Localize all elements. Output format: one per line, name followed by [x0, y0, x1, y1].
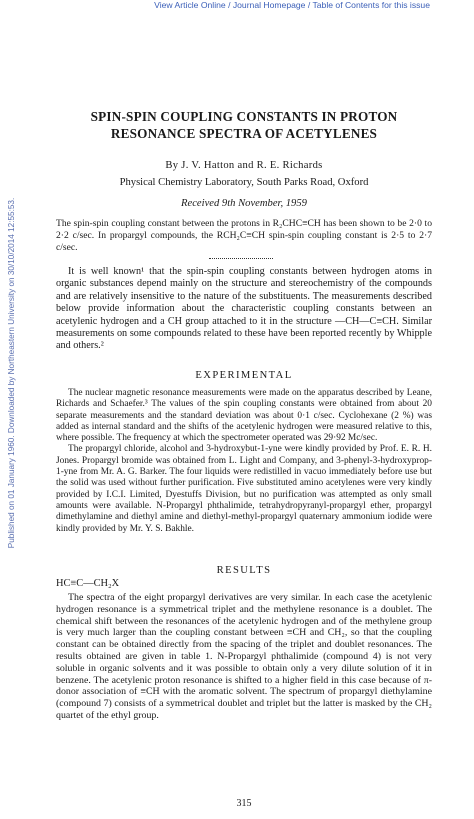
link-separator: / [307, 0, 311, 10]
link-separator: / [228, 0, 231, 10]
header-links [0, 0, 474, 11]
page-number: 315 [236, 798, 252, 809]
view-article-online-link[interactable]: View Article Online [154, 0, 226, 10]
introduction [56, 266, 432, 353]
section-divider [209, 258, 273, 259]
results-section [56, 592, 432, 722]
experimental-section [56, 388, 432, 535]
experimental-paragraph-2: The propargyl chloride, alcohol and 3-hydroxybut-1-yne were kindly provided by Prof. E. R. H. Jones. Propargyl bromide was obtained from L. Light and Company, and 3-phenyl-3-hydroxyprop-1-yne from Mr. A. G. Barker. The four liquids were redistilled in vacuo immediately before use but the solid was used without further purification. Five substituted amino acetylenes were very kindly provided by I.C.I. Limited, Dyestuffs Division, but no purification was attempted as only small amounts were available. N-Propargyl phthalimide, tetrahydropyranyl-propargyl ether, propargyl dimethylamine and diethyl amine and diethyl-methyl-propargyl quaternary ammonium iodide were kindly provided by Mr. Y. S. Bakhle. [56, 444, 432, 534]
table-of-contents-link[interactable]: Table of Contents for this issue [312, 0, 430, 10]
experimental-paragraph-1: The nuclear magnetic resonance measurements were made on the apparatus described by Leane, Richards and Schaefer.³ The values of the spin coupling constants were obtained from about 20 separate measurements and the standard deviation was about 0·1 c/sec. Cyclohexane (2 %) was added as internal standard and the shifts of the acetylenic hydrogen were measured relative to this, where possible. The frequency at which the spectrometer operated was 29·92 Mc/sec. [56, 388, 432, 444]
download-stamp-text: Published on 01 January 1960. Downloaded by Northeastern University on 30/10/2014 12:55:53. [7, 197, 16, 549]
abstract [56, 218, 432, 254]
affiliation: Physical Chemistry Laboratory, South Parks Road, Oxford [119, 177, 369, 188]
results-heading: RESULTS [216, 565, 272, 576]
download-stamp [2, 138, 16, 608]
received-date: Received 9th November, 1959 [181, 198, 307, 209]
intro-paragraph: It is well known¹ that the spin-spin coupling constants between hydrogen atoms in organic substances depend mainly on the structure and stereochemistry of the compounds and are relatively insensitive to the nature of the substituents. The measurements described below provide information about the characteristic coupling constants between an acetylenic hydrogen and a CH group attached to it in the structure —CH—C≡CH. Similar measurements on some compounds related to these have been reported recently by Whipple and others.² [56, 266, 432, 352]
title-line-2: RESONANCE SPECTRA OF ACETYLENES [110, 126, 378, 141]
abstract-text: The spin-spin coupling constant between the protons in R₂CHC≡CH has been shown to be 2·0 to 2·2 c/sec. In propargyl compounds, the RCH₂C≡CH spin-spin coupling constant is 2·5 to 2·7 c/sec. [56, 218, 432, 253]
journal-homepage-link[interactable]: Journal Homepage [232, 0, 306, 10]
results-paragraph-1: The spectra of the eight propargyl derivatives are very similar. In each case the acetylenic hydrogen resonance is a symmetrical triplet and the methylene resonance is a doublet. The chemical shift between the resonances of the acetylenic hydrogen and of the methylene group is very much larger than the coupling constant between ≡CH and CH₂, so that the coupling constant can be obtained directly from the spacing of the triplet and doublet resonances. The results obtained are given in table 1. N-Propargyl phthalimide (compound 4) is not very soluble in organic solvents and it was possible to obtain only a very dilute solution of it in benzene. The acetylenic proton resonance is shifted to a higher field in this case because of π-donor association of ≡CH with the aromatic solvent. The spectrum of propargyl diethylamine (compound 7) consists of a symmetrical doublet and triplet but the latter is masked by the CH₂ quartet of the ethyl group. [56, 592, 432, 721]
authors: By J. V. Hatton and R. E. Richards [165, 160, 323, 171]
title-line-1: SPIN-SPIN COUPLING CONSTANTS IN PROTON [90, 109, 398, 124]
experimental-heading: EXPERIMENTAL [195, 370, 293, 381]
results-formula: HC≡C—CH₂X [56, 578, 120, 589]
article-title [56, 108, 432, 142]
